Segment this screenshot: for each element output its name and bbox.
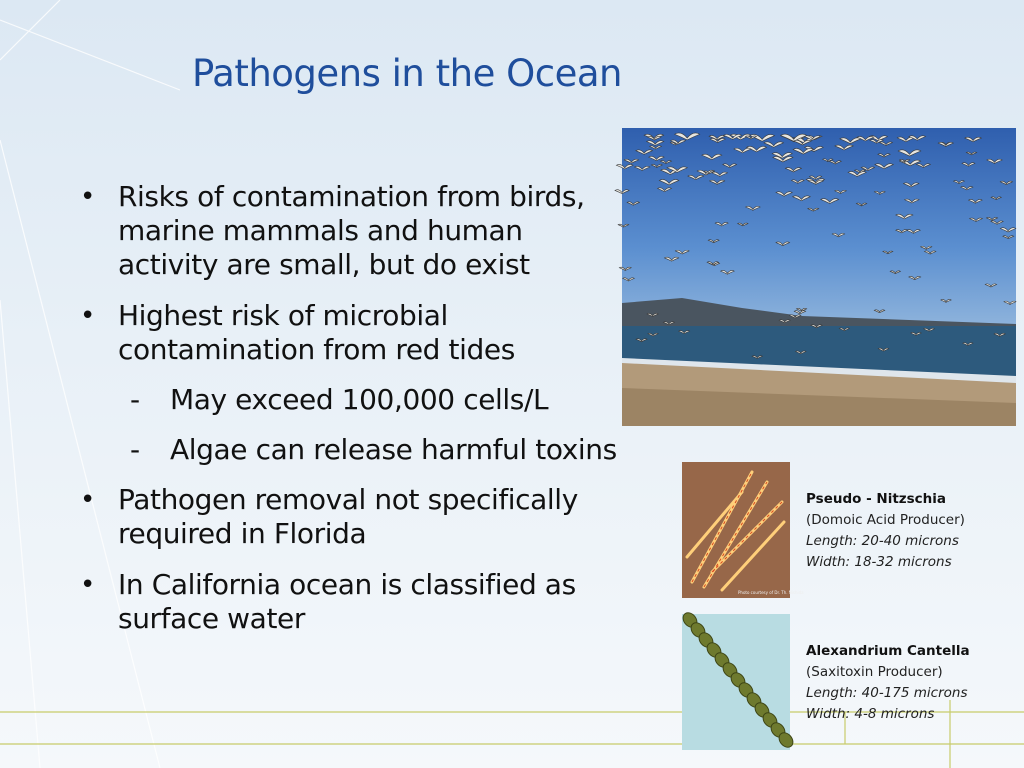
- bullet-item: • Risks of contamination from birds, marine mammals and human activity are small, but do exist: [78, 180, 623, 282]
- bullet-item: • Highest risk of microbial contamination from red tides: [78, 299, 623, 367]
- organism-length: Length: 20-40 microns: [806, 533, 959, 549]
- alexandrium-micrograph: [682, 614, 790, 750]
- organism-width: Width: 4-8 microns: [806, 706, 935, 722]
- photo-credit: Photo courtesy of Dr. Th. Nishida: [738, 590, 804, 595]
- slide-title: Pathogens in the Ocean: [192, 52, 622, 95]
- sub-bullet-item: - Algae can release harmful toxins: [78, 433, 623, 467]
- pseudo-nitzschia-micrograph: [682, 462, 804, 598]
- bullet-item: • In California ocean is classified as surface water: [78, 568, 623, 636]
- bullet-item: • Pathogen removal not specifically required in Florida: [78, 483, 623, 551]
- organism-producer: (Domoic Acid Producer): [806, 512, 965, 528]
- organism-name: Alexandrium Cantella: [806, 643, 970, 659]
- organism-caption-1: [806, 489, 965, 573]
- organism-width: Width: 18-32 microns: [806, 554, 952, 570]
- organism-length: Length: 40-175 microns: [806, 685, 968, 701]
- organism-caption-2: [806, 641, 970, 725]
- sub-bullet-item: - May exceed 100,000 cells/L: [78, 383, 623, 417]
- organism-producer: (Saxitoxin Producer): [806, 664, 943, 680]
- seagulls-photo: [622, 128, 1016, 426]
- bullet-list: [78, 180, 623, 653]
- organism-name: Pseudo - Nitzschia: [806, 491, 947, 507]
